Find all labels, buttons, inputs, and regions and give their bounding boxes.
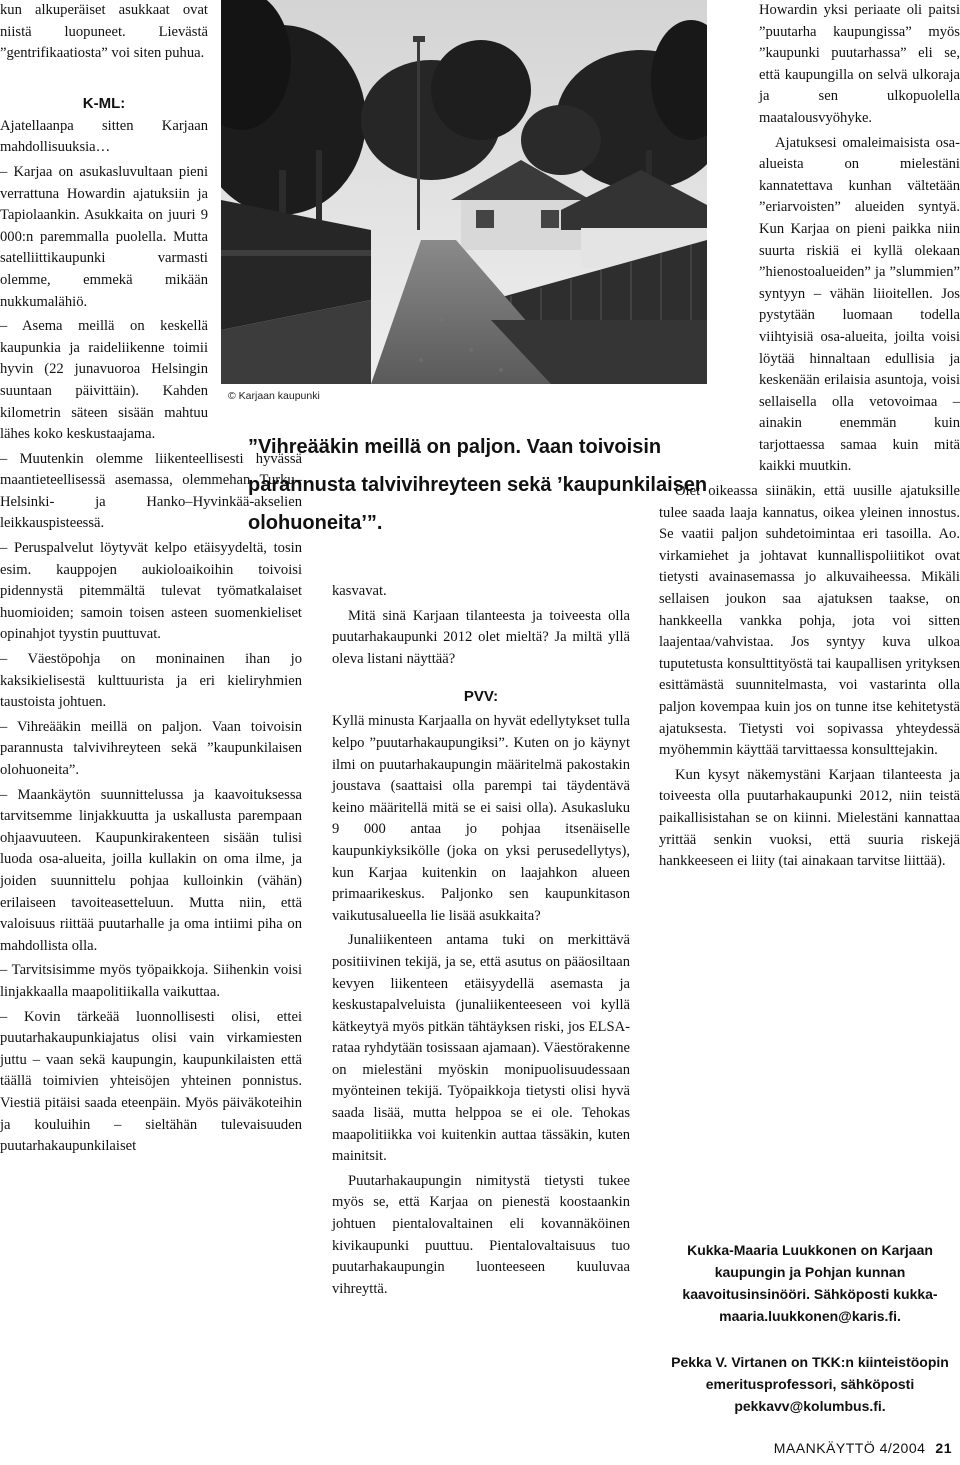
magazine-issue: MAANKÄYTTÖ 4/2004 (773, 1440, 926, 1456)
right-paragraph: Howardin yksi periaate oli paitsi ”puutarha kaupungissa” myös ”kaupunki puutarhassa” eli se, että kaupungilla on selvä ulkoraja ja sen ulkopuolella maatalousvyöhyke. (759, 2, 960, 126)
kml-point: – Maankäytön suunnittelussa ja kaavoituksessa tarvitsemme linjakkuutta ja uskallusta parempaan ohjaavuuteen. Kaupunkirakenteen sisään tulisi luoda osa-alueita, joilla kullakin on oma ilme, ja joiden suunnittelu pohjaa kulloinkin (vähän) erilaiseen tavoiteasetteluun. Mutta niin, että valoisuus riittää puutarhalle ja oma intiimi piha on mahdollista olla. (0, 786, 302, 954)
page-number: 21 (935, 1440, 952, 1456)
right-column (659, 0, 960, 876)
pvv-paragraph: Puutarhakaupungin nimitystä tietysti tukee myös se, että Karjaa on pienestä koostaankin johtuen pientalovaltainen eli kovannäköinen kivikaupunki puuttuu. Pientalovaltaisuus tuo puutarhakaupungin luonteeseen kuuluvaa vihreyttä. (332, 1172, 630, 1297)
right-paragraph: Ajatuksesi omaleimaisista osa-alueista on mielestäni kannatettava kunhan vältetään ”eriarvoisten” alueiden syntyä. Kun Karjaa on pieni paikka niin suurta riskiä ei kyllä olekaan ”hienostoalueiden” ja ”slummien” syntyyn – vähän liioitellen. Jos pystytään luomaan todella viihtyisiä osa-alueita, joilta voisi löytää hinnaltaan edullisia ja keskenään erilaisia asuntoja, voisi sellaisella olla vetovoimaa – ainakin enemmän kuin tarjottaessa samaa kuin mitä kaikki muutkin. (759, 134, 960, 475)
kml-point: – Kovin tärkeää luonnollisesti olisi, ettei puutarhakaupunkiajatus olisi vain virkamiesten juttu – vaan sekä kaupungin, kaupunkilaisten että täällä toimivien yhteisöjen yhteinen ponnistus. Viestiä pitäisi saada eteenpäin. Myös päiväkoteihin ja kouluihin – sieltähän tulevaisuuden puutarhakaupunkilaiset (0, 1008, 302, 1155)
continued-text: kasvavat. (332, 583, 387, 599)
kml-point: – Asema meillä on keskellä kaupunkia ja raideliikenne toimii hyvin (22 junavuoroa Helsingin suuntaan päivittäin). Kahden kilometrin säteen sisään mahtuu lähes koko keskustaajama. (0, 318, 208, 443)
kml-point: – Tarvitsisimme myös työpaikkoja. Siihenkin voisi linjakkaalla maapolitiikalla vaikuttaa. (0, 962, 302, 1000)
kml-point: – Väestöpohja on moninainen ihan jo kaksikielisestä kulttuurista ja eri kieliryhmien taustoista johtuen. (0, 651, 302, 711)
author-bio-luukkonen: Kukka-Maaria Luukkonen on Karjaan kaupungin ja Pohjan kunnan kaavoitusinsinööri. Sähköposti kukka-maaria.luukkonen@karis.fi. (682, 1242, 938, 1324)
page-footer (774, 1440, 952, 1456)
kml-lead: Ajatellaanpa sitten Karjaan mahdollisuuksia… (0, 117, 208, 156)
kml-point: – Vihreääkin meillä on paljon. Vaan toivoisin parannusta talvivihreyteen sekä ”kaupunkilaisen olohuoneita”. (0, 718, 302, 778)
street-photo (221, 0, 707, 384)
right-paragraph: Olet oikeassa siinäkin, että uusille ajatuksille tulee saada laaja kannatus, oikea yleinen innostus. Se vaatii paljon suhdetoimintaa eri tasoilla. Ao. virkamiehet ja johtavat kunnallispoliitikot ovat tietysti avainasemassa jo alkuvaiheessa. Mikäli sellaisen joukon saa ajatuksen taakse, on hankkeella vankka pohja, jota voi sitten laajentaa/vahvistaa. Jos syntyy kuva ulkoa tuputetusta konsulttityöstä tai kaupallisen yrityksen esittämästä suunnitelmasta, voi vastarinta olla paljon kovempaa kuin jos on tunne itse kehitetystä ajatuksesta. Tietysti voi sopivassa yhteydessä myöhemmin käyttää tarvittaessa konsulttejakin. (659, 483, 960, 759)
author-bio-virtanen: Pekka V. Virtanen on TKK:n kiinteistöopin emeritusprofessori, sähköposti pekkavv@kolumbus.fi. (671, 1354, 949, 1414)
middle-column (332, 581, 630, 1303)
photo-credit: © Karjaan kaupunki (228, 390, 320, 402)
intro-paragraph: kun alkuperäiset asukkaat ovat niistä luopuneet. Lievästä ”gentrifikaatiosta” voi siten puhua. (0, 2, 208, 62)
author-bios (660, 1239, 960, 1441)
pvv-heading: PVV: (463, 688, 499, 706)
pvv-paragraph: Kyllä minusta Karjaalla on hyvät edellytykset tulla kelpo ”puutarhakaupungiksi”. Kuten on jo käynyt ilmi on puutarhakaupungin määritelmä pakostakin joustava (saattaisi olla parempi tai täydentävä keino määritellä mitä se ei saisi olla). Asukasluku 9 000 antaa jo pohjaa itsenäiselle kaupunkiyksikölle (joka on yksi perusedellytys), kun Karjaa kuitenkin on laajahkon alueen primaarikeskus. Paljonko sen kaupunkitason vaikutusalueella lie lisää asukkaita? (332, 713, 630, 924)
kml-heading: K-ML: (82, 94, 126, 112)
right-paragraph: Kun kysyt näkemystäni Karjaan tilanteesta ja toiveesta olla puutarhakaupunki 2012, niin teistä paikallisistahan se on kiinni. Mielestäni kannattaa yrittää senkin vuoksi, että suuria riskejä hankkeeseen ei liity (tai ainakaan tarvitse liittää). (659, 766, 960, 870)
pull-quote: ”Vihreääkin meillä on paljon. Vaan toivoisin parannusta talvivihreyteen sekä ’kaupunkilaisen olohuoneita’”. (248, 436, 708, 534)
kml-point: – Karjaa on asukasluvultaan pieni verrattuna Howardin ajatuksiin ja Tapiolaankin. Asukkaita on juuri 9 000:n paremmalla puolella. Mutta satelliittikaupunki varmasti olemme, emmekä mikään nukkumalähiö. (0, 163, 208, 310)
pvv-paragraph: Junaliikenteen antama tuki on merkittävä positiivinen tekijä, ja se, että asutus on pääosiltaan kevyen liikenteen etäisyydellä asemasta ja keskustapalveluista (junaliikenteeseen voi kyllä kätkeytyä myös pitkän tähtäyksen riski, jos ELSA-rataa ryhdytään tosissaan ajamaan). Väestörakenne on mielestäni myöskin monipuolisuudessaan myönteinen tekijä. Työpaikkoja tietysti olisi hyvä saada lisää, mutta helppoa se ei ole. Tehokas maapolitiikka voi kuitenkin auttaa tässäkin, kuten mainitsit. (332, 932, 630, 1165)
question-paragraph: Mitä sinä Karjaan tilanteesta ja toiveesta olla puutarhakaupunki 2012 olet mieltä? Ja miltä yllä oleva listani näyttää? (332, 607, 630, 667)
kml-point: – Muutenkin olemme liikenteellisesti hyvässä maantieteellisessä asemassa, olemmehan Turku–Helsinki- ja Hanko–Hyvinkää-akselien leikkauspisteessä. (0, 450, 302, 532)
kml-point: – Peruspalvelut löytyvät kelpo etäisyydeltä, tosin esim. kauppojen aukioloaikoihin toivoisi pidennystä pitemmältä tulevat työmatkalaiset huomioiden; samoin toisen asteen suomenkieliset opinahjot tyystin puuttuvat. (0, 540, 302, 643)
